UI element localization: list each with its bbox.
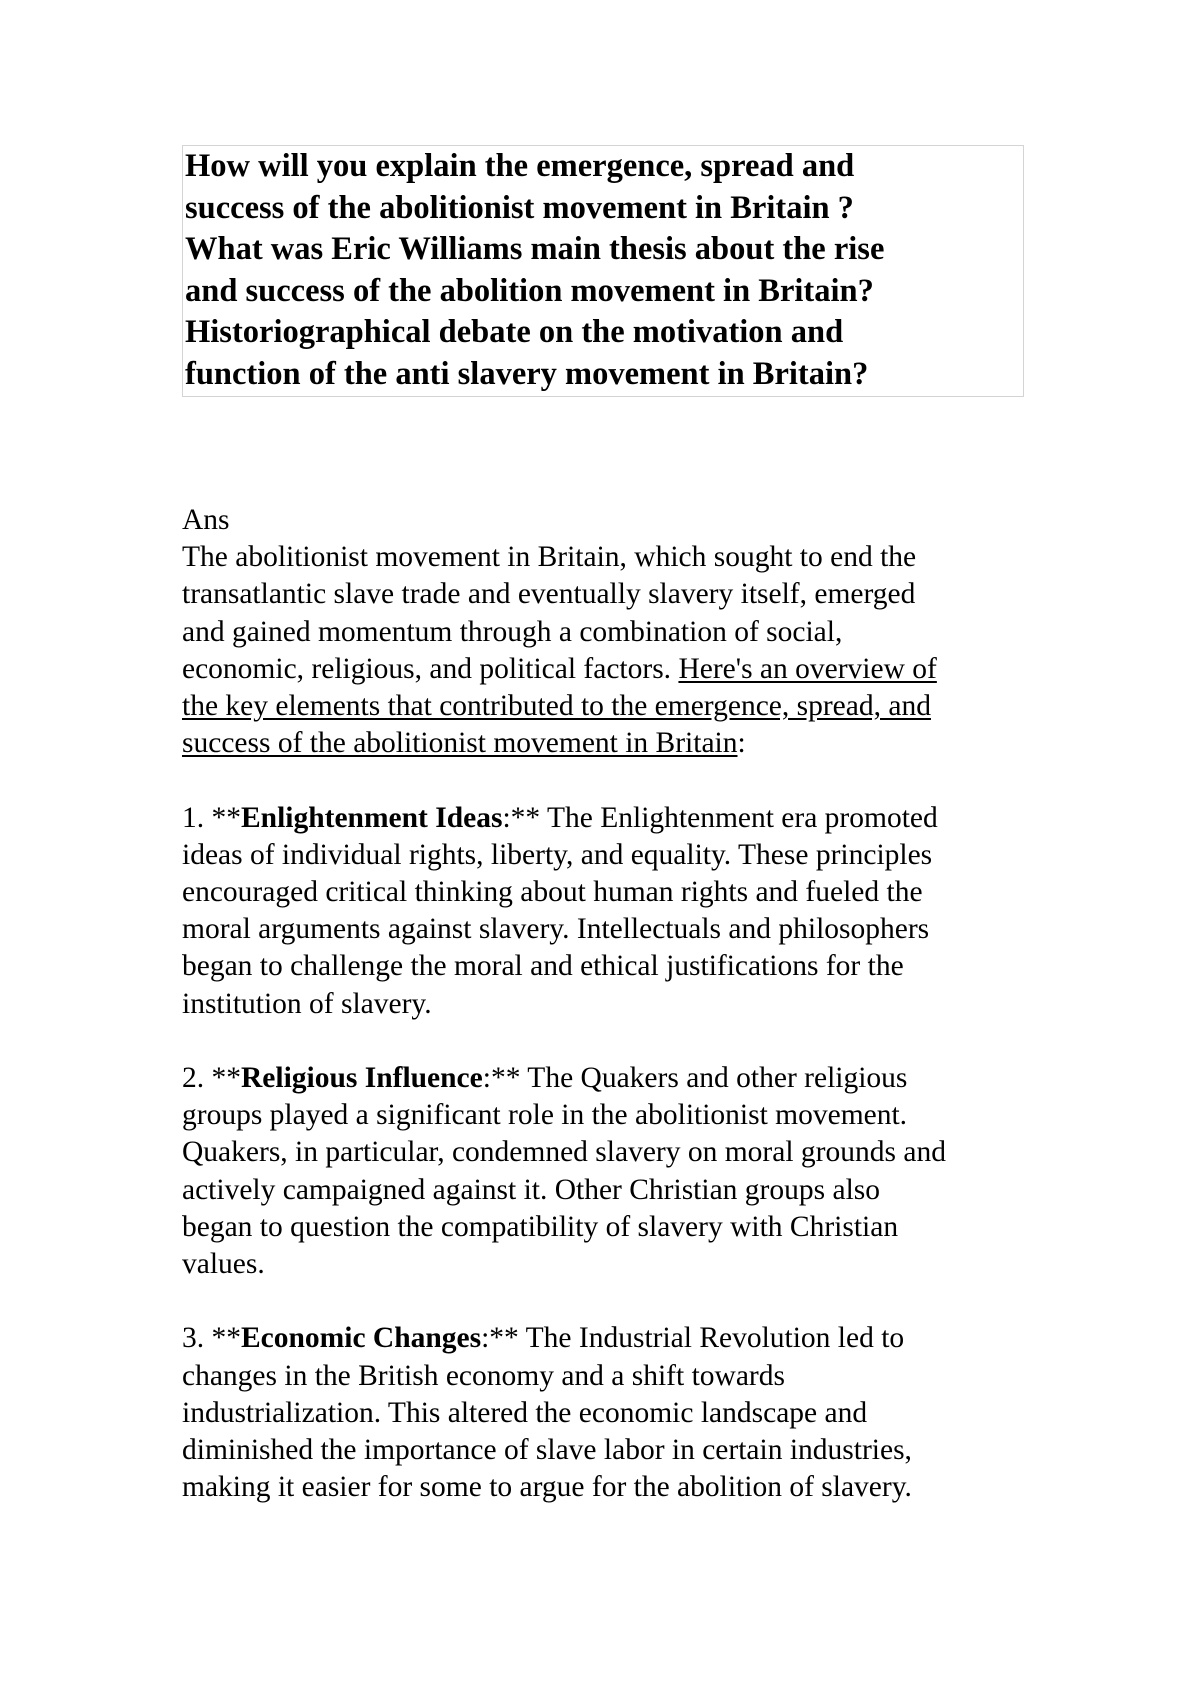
point-line: ideas of individual rights, liberty, and equality. These principles [182, 838, 933, 871]
blank-line [182, 1023, 1042, 1060]
point-prefix: 2. ** [182, 1062, 241, 1095]
question-line: Historiographical debate on the motivation and [185, 314, 844, 350]
question-line: What was Eric Williams main thesis about the rise [185, 231, 885, 267]
intro-line: and gained momentum through a combination of social, [182, 615, 843, 648]
point-line: encouraged critical thinking about human rights and fueled the [182, 876, 923, 909]
intro-line [182, 688, 1042, 725]
point-line: actively campaigned against it. Other Christian groups also [182, 1173, 880, 1206]
overview-link-text: the key elements that contributed to the emergence, spread, and [182, 690, 931, 723]
point-line: diminished the importance of slave labor in certain industries, [182, 1434, 912, 1467]
point-line: making it easier for some to argue for the abolition of slavery. [182, 1471, 912, 1504]
point-marker: :** [482, 1062, 528, 1095]
intro-text: economic, religious, and political factors. [182, 652, 679, 685]
intro-line [182, 725, 1042, 762]
point-line: changes in the British economy and a shift towards [182, 1359, 785, 1392]
point-line: values. [182, 1248, 265, 1281]
intro-line: transatlantic slave trade and eventually slavery itself, emerged [182, 578, 916, 611]
question-line: and success of the abolition movement in Britain? [185, 272, 874, 309]
point-heading: Religious Influence [241, 1062, 483, 1095]
point-heading: Enlightenment Ideas [241, 801, 503, 834]
overview-link-text: success of the abolitionist movement in Britain [182, 727, 738, 760]
point-text: The Enlightenment era promoted [547, 801, 938, 834]
point-marker: :** [502, 801, 547, 834]
point-first-line [182, 1060, 1042, 1097]
blank-line [182, 1283, 1042, 1320]
intro-colon: : [737, 727, 746, 760]
point-line: began to question the compatibility of slavery with Christian [182, 1210, 899, 1243]
question-box [182, 145, 1024, 397]
blank-line [182, 762, 1042, 799]
point-text: The Quakers and other religious [527, 1062, 908, 1095]
point-line: institution of slavery. [182, 987, 432, 1020]
point-marker: :** [481, 1322, 526, 1355]
point-line: industrialization. This altered the economic landscape and [182, 1396, 868, 1429]
question-line: function of the anti slavery movement in Britain? [185, 355, 869, 392]
answer-label: Ans [182, 504, 230, 536]
point-line: groups played a significant role in the abolitionist movement. [182, 1099, 908, 1132]
point-first-line [182, 800, 1042, 837]
point-prefix: 3. ** [182, 1322, 241, 1355]
overview-link-text: Here's an overview of [678, 652, 937, 685]
point-prefix: 1. ** [182, 801, 241, 834]
point-line: Quakers, in particular, condemned slavery on moral grounds and [182, 1136, 946, 1169]
question-line: How will you explain the emergence, spread and [185, 148, 855, 184]
point-heading: Economic Changes [241, 1322, 482, 1355]
question-line: success of the abolitionist movement in Britain ? [185, 189, 854, 226]
answer-body [182, 502, 1042, 1506]
point-text: The Industrial Revolution led to [525, 1322, 905, 1355]
point-first-line [182, 1320, 1042, 1357]
intro-line [182, 651, 1042, 688]
intro-line: The abolitionist movement in Britain, which sought to end the [182, 541, 917, 574]
point-line: began to challenge the moral and ethical justifications for the [182, 950, 904, 983]
point-line: moral arguments against slavery. Intellectuals and philosophers [182, 913, 930, 946]
